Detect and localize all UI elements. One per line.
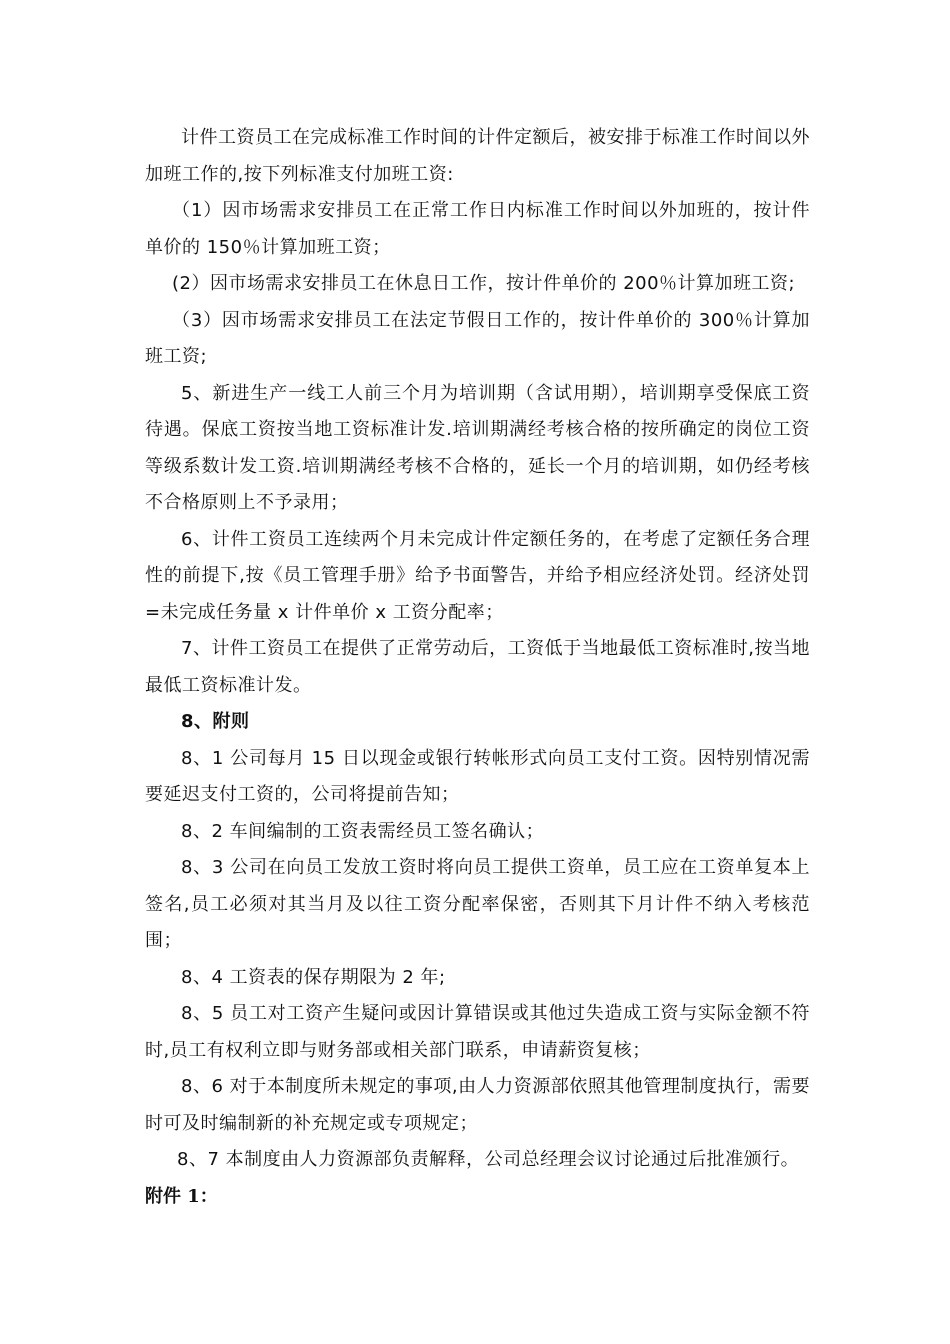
paragraph-overtime-intro: 计件工资员工在完成标准工作时间的计件定额后，被安排于标准工作时间以外加班工作的,按下列标准支付加班工资: (145, 127, 810, 185)
document-body (145, 120, 810, 1215)
paragraph-section-8-4: 8、4 工资表的保存期限为 2 年; (181, 966, 446, 988)
section-8-heading: 8、附则 (181, 711, 250, 732)
paragraph-section-8-2: 8、2 车间编制的工资表需经员工签名确认； (181, 820, 545, 842)
paragraph-overtime-item-3: （3）因市场需求安排员工在法定节假日工作的，按计件单价的 300％计算加班工资; (145, 309, 810, 367)
paragraph-section-5: 5、新进生产一线工人前三个月为培训期（含试用期），培训期享受保底工资待遇。保底工资按当地工资标准计发.培训期满经考核合格的按所确定的岗位工资等级系数计发工资.培训期满经考核不合格的，延长一个月的培训期，如仍经考核不合格原则上不予录用； (145, 382, 810, 513)
paragraph-section-8-3: 8、3 公司在向员工发放工资时将向员工提供工资单，员工应在工资单复本上签名,员工必须对其当月及以往工资分配率保密，否则其下月计件不纳入考核范围； (145, 857, 810, 951)
paragraph-section-7: 7、计件工资员工在提供了正常劳动后，工资低于当地最低工资标准时,按当地最低工资标准计发。 (145, 638, 810, 696)
attachment-heading: 附件 1： (145, 1185, 218, 1207)
paragraph-overtime-item-1: （1）因市场需求安排员工在正常工作日内标准工作时间以外加班的，按计件单价的 150％计算加班工资； (145, 200, 810, 258)
paragraph-overtime-item-2: (2）因市场需求安排员工在休息日工作，按计件单价的 200％计算加班工资; (172, 273, 796, 294)
paragraph-section-8-6: 8、6 对于本制度所未规定的事项,由人力资源部依照其他管理制度执行，需要时可及时编制新的补充规定或专项规定； (145, 1076, 810, 1134)
paragraph-section-8-5: 8、5 员工对工资产生疑问或因计算错误或其他过失造成工资与实际金额不符时,员工有权利立即与财务部或相关部门联系，申请薪资复核； (145, 1003, 810, 1061)
paragraph-section-8-1: 8、1 公司每月 15 日以现金或银行转帐形式向员工支付工资。因特别情况需要延迟支付工资的，公司将提前告知； (145, 747, 810, 805)
paragraph-section-6: 6、计件工资员工连续两个月未完成计件定额任务的，在考虑了定额任务合理性的前提下,按《员工管理手册》给予书面警告，并给予相应经济处罚。经济处罚=未完成任务量 x 计件单价 x 工资分配率； (145, 528, 810, 623)
paragraph-section-8-7: 8、7 本制度由人力资源部负责解释，公司总经理会议讨论通过后批准颁行。 (177, 1149, 800, 1170)
